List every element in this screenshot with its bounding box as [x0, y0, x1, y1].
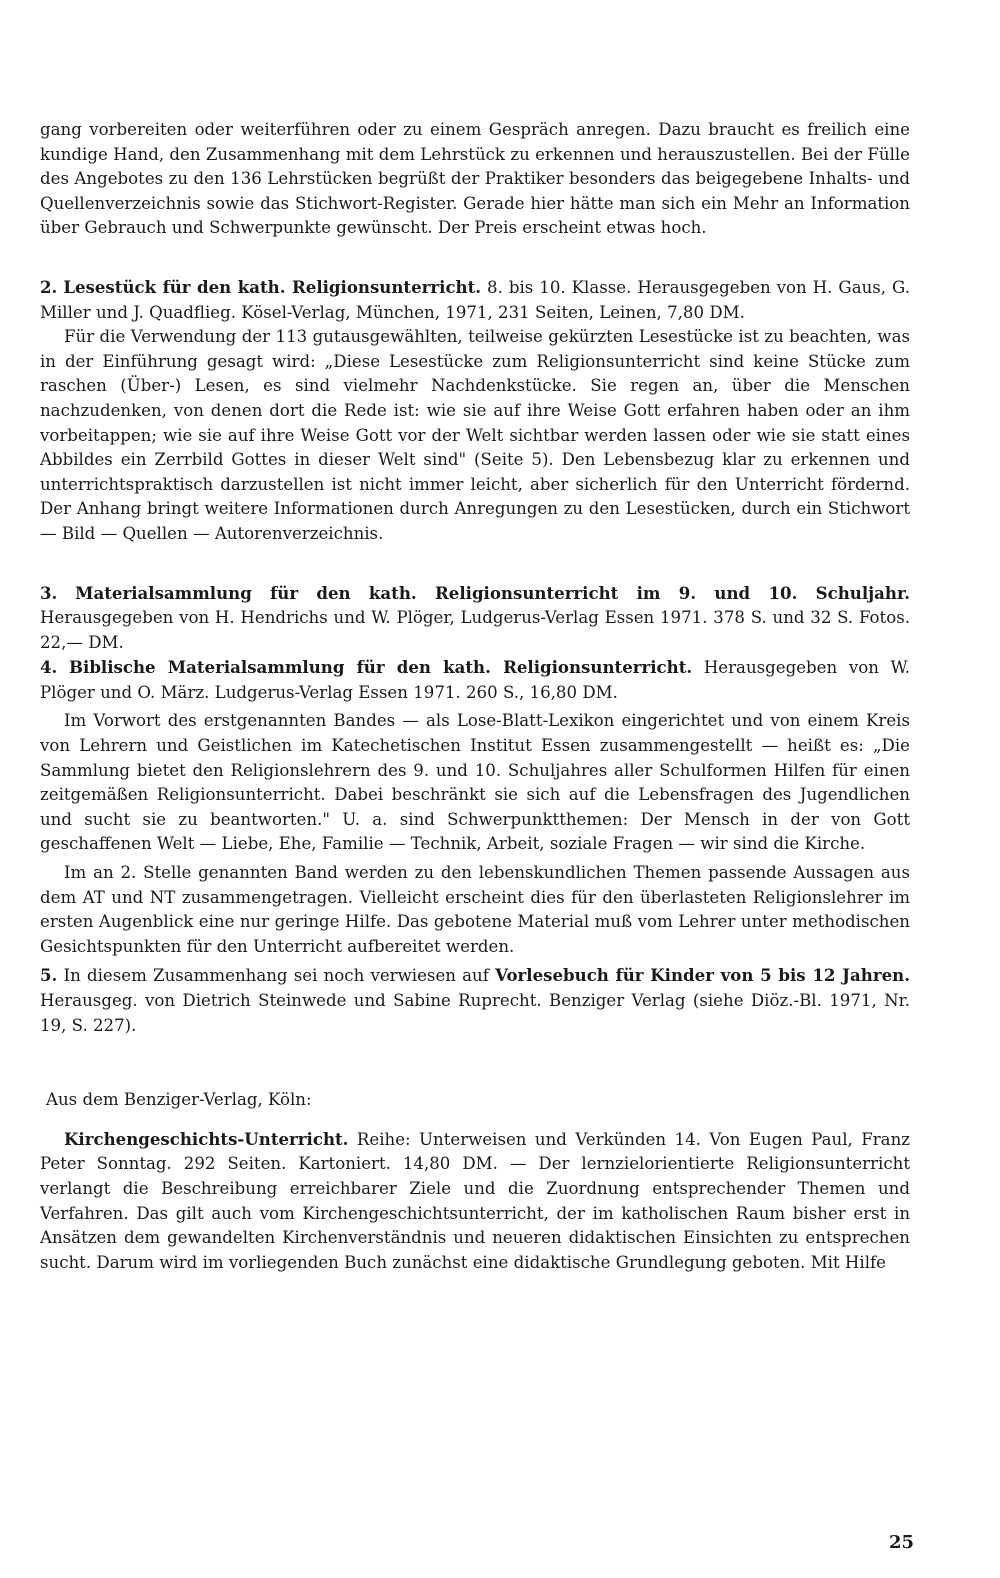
entry-5-title: Vorlesebuch für Kinder von 5 bis 12 Jahren. — [495, 965, 910, 986]
entry-4-review-2: Im an 2. Stelle genannten Band werden zu den lebenskundlichen Themen passende Aussagen aus dem AT und NT zusammengetragen. Vielleicht erscheint dies für den überlasteten Religionslehrer im ersten Augenblick eine nur geringe Hilfe. Das gebotene Material muß vom Lehrer unter methodischen Gesichtspunkten für den Unterricht aufbereitet werden. — [40, 863, 910, 956]
entry-4-review-1: Im Vorwort des erstgenannten Bandes — als Lose-Blatt-Lexikon eingerichtet und von einem Kreis von Lehrern und Geistlichen im Katechetischen Institut Essen zusammengestellt — heißt es: „Die Sammlung bietet den Religionslehrern des 9. und 10. Schuljahres aller Schulformen Hilfen für einen zeitgemäßen Religionsunterricht. Dabei beschränkt sie sich auf die Lebensfragen des Jugendlichen und sucht sie zu beantworten." U. a. sind Schwerpunktthemen: Der Mensch in der von Gott geschaffenen Welt — Liebe, Ehe, Familie — Technik, Arbeit, soziale Fragen — wir sind die Kirche. — [40, 711, 910, 854]
entry-2-number: 2. — [40, 276, 58, 297]
entry-2-review: Für die Verwendung der 113 gutausgewählten, teilweise gekürzten Lesestücke ist zu beachten, was in der Einführung gesagt wird: „Diese Lesestücke zum Religionsunterricht sind keine Stücke zum raschen (Über-) Lesen, es sind vielmehr Nachdenkstücke. Sie regen an, über die Menschen nachzudenken, von denen dort die Rede ist: wie sie auf ihre Weise Gott erfahren haben oder an ihm vorbeitappen; wie sie auf ihre Weise Gott vor der Welt sichtbar werden lassen oder wie sie statt eines Abbildes ein Zerrbild Gottes in dieser Welt sind" (Seite 5). Den Lebensbezug klar zu erkennen und unterrichtspraktisch darzustellen ist nicht immer leicht, aber sicherlich für den Unterricht fördernd. Der Anhang bringt weitere Informationen durch Anregungen zu den Lesestücken, durch ein Stichwort — Bild — Quellen — Autorenverzeichnis. — [40, 327, 910, 543]
entry-3-title: Materialsammlung für den kath. Religionsunterricht im 9. und 10. Schuljahr. — [75, 582, 910, 603]
entry-2-details: 8. bis 10. Klasse. Herausgegeben von H. Gaus, G. Miller und J. Quadflieg. Kösel-Verlag, München, 1971, 231 Seiten, Leinen, 7,80 DM. — [40, 277, 910, 322]
publisher-heading: Aus dem Benziger-Verlag, Köln: — [46, 1090, 312, 1110]
entry-5-citation — [40, 963, 910, 1038]
entry-6-text: Reihe: Unterweisen und Verkünden 14. Von Eugen Paul, Franz Peter Sonntag. 292 Seiten. Kartoniert. 14,80 DM. — Der lernzielorientierte Religionsunterricht verlangt die Beschreibung erreichbarer Ziele und die Zuordnung entsprechender Themen und Verfahren. Das gilt auch vom Kirchengeschichtsunterricht, der im katholischen Raum bisher erst in Ansätzen dem gewandelten Kirchenverständnis und neueren didaktischen Einsichten zu entsprechen sucht. Darum wird im vorliegenden Buch zunächst eine didaktische Grundlegung geboten. Mit Hilfe — [40, 1129, 911, 1272]
entry-3-citation — [40, 581, 910, 656]
entry-5-number: 5. — [40, 965, 58, 986]
page-number: 25 — [888, 1532, 914, 1553]
entry-3-details: Herausgegeben von H. Hendrichs und W. Plöger, Ludgerus-Verlag Essen 1971. 378 S. und 32 S. Fotos. 22,— DM. — [40, 608, 910, 652]
entry-6-review — [40, 1127, 910, 1276]
entry-4-number: 4. — [40, 657, 58, 678]
book-review-page — [40, 118, 910, 1275]
intro-paragraph: gang vorbereiten oder weiterführen oder zu einem Gespräch anregen. Dazu braucht es freilich eine kundige Hand, den Zusammenhang mit dem Lehrstück zu erkennen und herauszustellen. Bei der Fülle des Angebotes zu den 136 Lehrstücken begrüßt der Praktiker besonders das beigegebene Inhalts- und Quellenverzeichnis sowie das Stichwort-Register. Gerade hier hätte man sich ein Mehr an Information über Gebrauch und Schwerpunkte gewünscht. Der Preis erscheint etwas hoch. — [40, 120, 910, 238]
entry-6-title: Kirchengeschichts-Unterricht. — [64, 1128, 349, 1149]
entry-3-number: 3. — [40, 582, 58, 603]
entry-4-title: Biblische Materialsammlung für den kath. Religionsunterricht. — [69, 657, 693, 678]
entry-2-title: Lesestück für den kath. Religionsunterricht. — [63, 276, 482, 297]
entry-5-lead: In diesem Zusammenhang sei noch verwiesen auf — [63, 966, 489, 986]
entry-5-details: Herausgeg. von Dietrich Steinwede und Sabine Ruprecht. Benziger Verlag (siehe Diöz.-Bl. 1971, Nr. 19, S. 227). — [40, 991, 910, 1035]
entry-2-citation — [40, 275, 910, 325]
entry-4-details: Herausgegeben von W. Plöger und O. März. Ludgerus-Verlag Essen 1971. 260 S., 16,80 DM. — [40, 658, 910, 702]
entry-4-citation — [40, 655, 910, 705]
